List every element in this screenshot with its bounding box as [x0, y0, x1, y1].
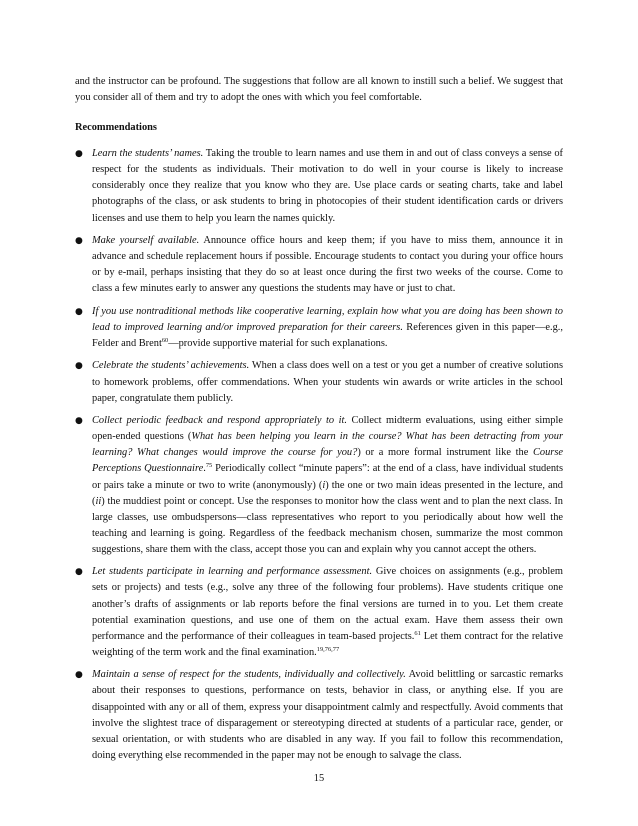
document-page — [75, 74, 563, 770]
enumerator-i: i — [322, 479, 326, 491]
bullet-icon: ● — [75, 670, 83, 681]
citation-superscript: 60 — [161, 337, 169, 344]
recommendation-text: —provide supportive material for such explanations. — [168, 338, 388, 349]
recommendation-lead: Maintain a sense of respect for the students, individually and collectively. — [92, 669, 406, 681]
recommendations-list — [75, 146, 563, 764]
recommendation-lead: Celebrate the students’ achievements. — [92, 360, 250, 372]
bullet-icon: ● — [75, 236, 83, 247]
recommendation-lead: If you use nontraditional methods like cooperative learning, explain how what you are doing has been shown to lead to improved learning and/or improved preparation for their careers. — [92, 305, 563, 333]
questionnaire-title: Course Perceptions Questionnaire — [92, 447, 563, 475]
recommendation-text: Let them contract for the relative weighting of the term work and the final examination. — [92, 630, 563, 658]
recommendation-text: Avoid belittling or sarcastic remarks about their responses to questions, performance on tests, behavior in class, or anything else. If you are disappointed with any or all of them, express your disappointment calmly and respectfully. Avoid comments that involve the slightest trace of disparagement or stereotyping directed at students of a particular race, gender, or sexual orientation, or with students who are disabled in any way. If you fail to follow this recommendation, doing everything else recommended in the paper may not be enough to salvage the class. — [92, 669, 563, 761]
recommendation-item-respect — [75, 667, 563, 764]
recommendation-item-feedback — [75, 413, 563, 558]
recommendation-item-names — [75, 146, 563, 226]
recommendation-lead: Make yourself available. — [92, 235, 200, 247]
recommendation-item-nontraditional-methods — [75, 304, 563, 352]
recommendation-lead: Collect periodic feedback and respond appropriately to it. — [92, 415, 347, 427]
recommendation-text: Collect midterm evaluations, using either simple open-ended questions ( — [92, 415, 563, 443]
intro-paragraph: and the instructor can be profound. The suggestions that follow are all known to instill such a belief. We suggest that you consider all of them and try to adopt the ones with which you feel comfortable. — [75, 76, 563, 104]
bullet-icon: ● — [75, 416, 83, 427]
citation-superscript: 75 — [205, 462, 213, 470]
recommendation-lead: Learn the students’ names. — [92, 148, 204, 160]
bullet-icon: ● — [75, 306, 83, 317]
citation-superscript: 19,76,77 — [316, 645, 340, 653]
recommendation-item-availability — [75, 233, 563, 297]
recommendation-text: Give choices on assignments (e.g., problem sets or projects) and tests (e.g., solve any three of the following four problems). Have students critique one another’s drafts of assignments or lab reports before the final versions are turned in to you. Let them create potential examination questions, and use one of them on the actual exam. Have them assess their own performance and the performance of their colleagues in team-based projects. — [92, 566, 563, 642]
recommendation-lead: Let students participate in learning and performance assessment. — [92, 566, 373, 578]
recommendation-text: . — [203, 463, 206, 475]
enumerator-ii: ii — [95, 495, 102, 507]
bullet-icon: ● — [75, 361, 83, 372]
recommendation-item-achievements — [75, 358, 563, 406]
recommendation-item-assessment — [75, 564, 563, 661]
bullet-icon: ● — [75, 567, 83, 578]
recommendation-text: Taking the trouble to learn names and use them in and out of class conveys a sense of respect for the students as individuals. Their motivation to do well in your course is likely to increase considerably once they realize that you know who they are. Use place cards or seating charts, take and label photographs of the class, or ask students to bring in photocopies of their student identification cards or drivers licenses and use them to help you learn the names quickly. — [92, 148, 563, 224]
recommendation-text: Periodically collect “minute papers”: at the end of a class, have individual students or pairs take a minute or two to write (anonymously) ( — [92, 463, 563, 491]
page-number: 15 — [313, 773, 325, 784]
bullet-icon: ● — [75, 149, 83, 160]
recommendation-text: Announce office hours and keep them; if you have to miss them, announce it in advance and schedule replacement hours if possible. Encourage students to contact you during your office hours or by e-mail, perhaps insisting that they do so at least once during the first two weeks of the course. Come to class a few minutes early to answer any questions the students may have or just to chat. — [92, 235, 563, 295]
recommendations-heading: Recommendations — [75, 122, 157, 134]
recommendation-text: ) the one or two main ideas presented in the lecture, and ( — [92, 479, 563, 507]
recommendation-text: When a class does well on a test or you get a number of creative solutions to homework problems, offer commendations. When your students win awards or write articles in the school paper, congratulate them publicly. — [92, 360, 563, 404]
recommendation-text: References given in this paper—e.g., Felder and Brent — [92, 321, 563, 349]
citation-superscript: 61 — [414, 629, 421, 637]
recommendation-text: ) the muddiest point or concept. Use the responses to monitor how the class went and to plan the next class. In large classes, use ombudspersons—class representatives who report to you periodically about how well the teaching and learning is going. Regardless of the feedback mechanism chosen, summarize the most common suggestions, share them with the class, accept those you can and explain why you cannot accept the others. — [92, 495, 563, 555]
example-questions: What has been helping you learn in the course? What has been detracting from your learning? What changes would improve the course for you? — [92, 431, 563, 459]
recommendation-text: ) or a more formal instrument like the — [357, 447, 533, 459]
